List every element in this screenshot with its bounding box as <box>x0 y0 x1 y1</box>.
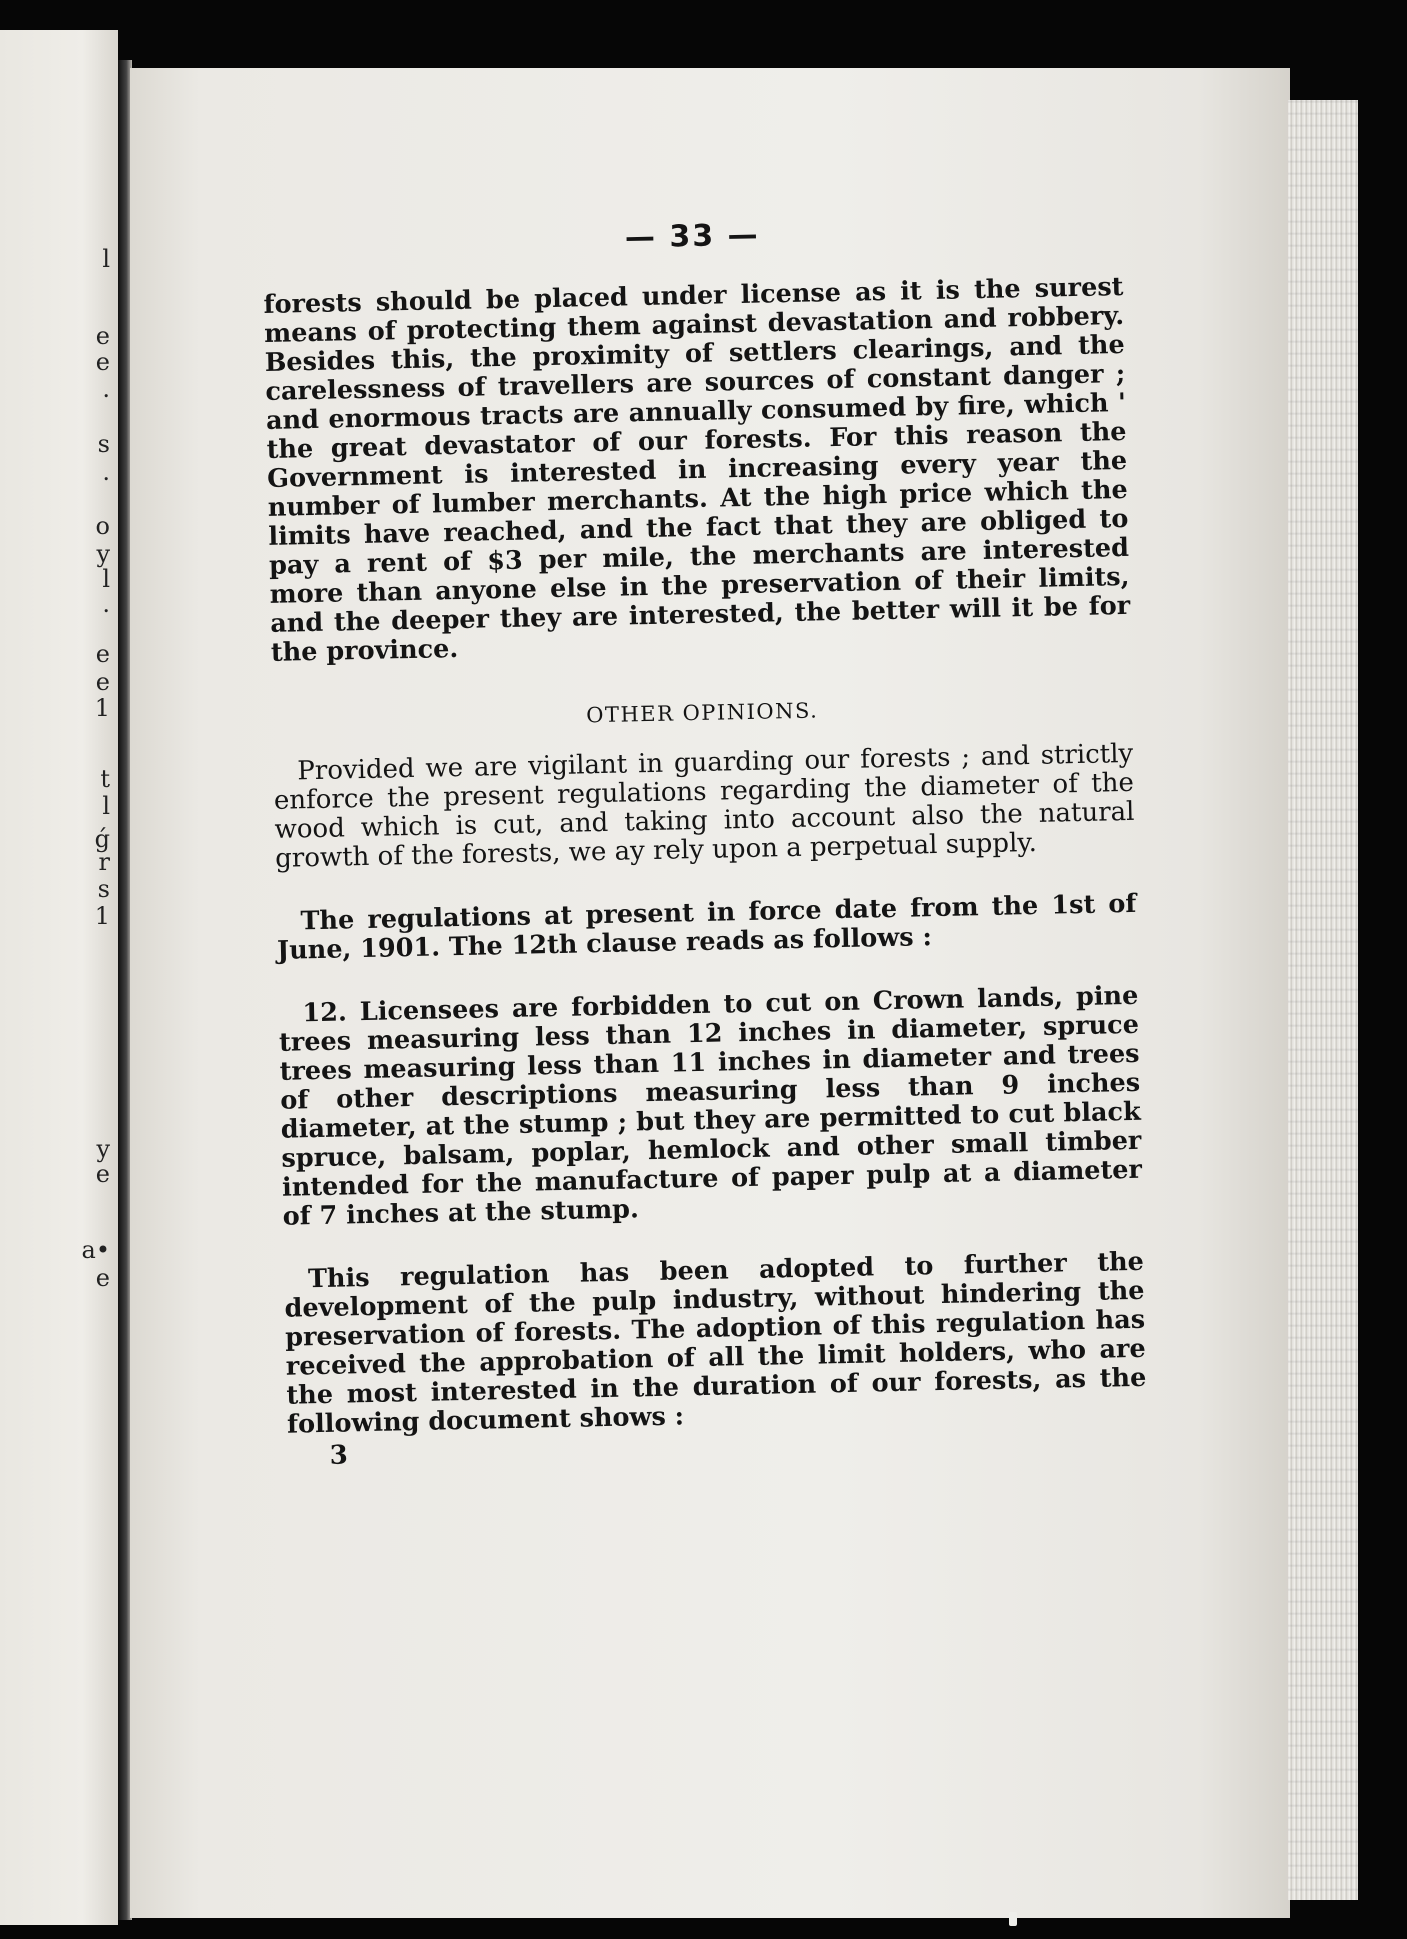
left-margin-letter: e <box>95 668 110 696</box>
left-margin-letter: l <box>102 245 110 273</box>
section-heading: OTHER OPINIONS. <box>585 698 819 728</box>
paragraph-pulp-industry: This regulation has been adopted to further the development of the pulp industry, without hindering the preservation of forests. The adoption of this regulation has received the approbation of all the limit holders, who are the most interested in the duration of our forests, as the following document shows : <box>284 1246 1147 1440</box>
left-margin-letter: . <box>102 458 110 486</box>
left-margin-letter: a• <box>81 1236 110 1264</box>
left-margin-letter: y <box>96 1135 110 1163</box>
signature-mark: 3 <box>329 1440 349 1471</box>
paragraph-provided-vigilant: Provided we are vigilant in guarding our forests ; and strictly enforce the present regulations regarding the diameter of the wood which is cut, and taking into account also the natural growth of the forests, we ay rely upon a perpetual supply. <box>273 738 1135 874</box>
left-margin-letter: l <box>102 792 110 820</box>
left-margin-letter: s <box>97 430 110 458</box>
left-margin-letter: 1 <box>94 902 110 930</box>
paragraph-forests-license: forests should be placed under license as it is the surest means of protecting them against devastation and robbery. Besides this, the proximity of settlers clearings, and the carelessness of travellers are sources of constant danger ; and enormous tracts are annually consumed by fire, which ' the great devastator of our forests. For this reason the Government is interested in increasing every year the number of lumber merchants. At the high price which the limits have reached, and the fact that they are obliged to pay a rent of $3 per mile, the merchants are interested more than anyone else in the preservation of their limits, and the deeper they are interested, the better will it be for the province. <box>263 271 1131 668</box>
left-margin-letter: e <box>95 640 110 668</box>
left-margin-letter: 1 <box>94 694 110 722</box>
left-margin-letter: . <box>102 590 110 618</box>
left-margin-letter: . <box>102 375 110 403</box>
left-margin-letter: e <box>95 1160 110 1188</box>
left-page-cut-off-text <box>81 30 110 1925</box>
paragraph-regulations-in-force: The regulations at present in force date from the 1st of June, 1901. The 12th clause reads as follows : <box>276 888 1137 966</box>
left-margin-letter: l <box>102 565 110 593</box>
left-margin-letter: ǵ <box>94 825 110 853</box>
left-margin-letter: r <box>98 848 110 876</box>
left-margin-letter: e <box>95 322 110 350</box>
left-margin-letter: o <box>95 512 110 540</box>
paragraph-clause-12: 12. Licensees are forbidden to cut on Crown lands, pine trees measuring less than 12 inches in diameter, spruce trees measuring less than 11 inches in diameter and trees of other descriptions measuring less than 9 inches diameter, at the stump ; but they are permitted to cut black spruce, balsam, poplar, hemlock and other small timber intended for the manufacture of paper pulp at a diameter of 7 inches at the stump. <box>278 980 1143 1232</box>
scan-dust-speck <box>1009 1912 1017 1926</box>
left-margin-letter: s <box>97 875 110 903</box>
left-facing-page <box>0 30 118 1925</box>
left-margin-letter: y <box>96 540 110 568</box>
left-margin-letter: t <box>100 765 110 793</box>
stacked-page-edges <box>1288 100 1358 1900</box>
left-margin-letter: e <box>95 348 110 376</box>
page-number: — 33 — <box>624 217 760 256</box>
left-margin-letter: e <box>95 1264 110 1292</box>
page-text-block <box>262 210 1148 1472</box>
